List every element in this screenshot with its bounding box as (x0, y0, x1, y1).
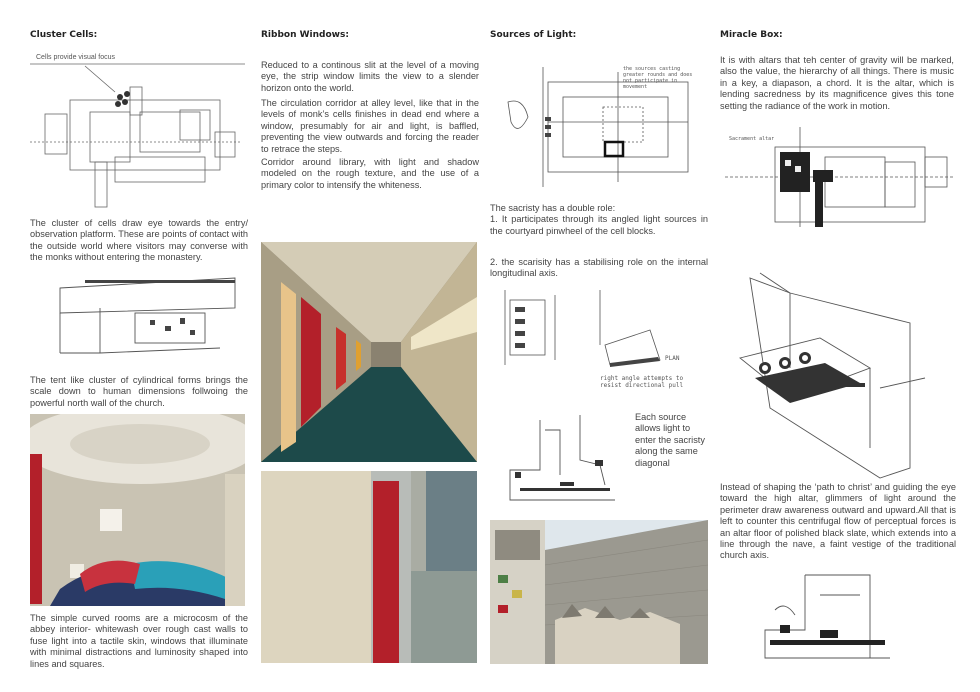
cluster-text-1: The cluster of cells draw eye towards the entry/ observation platform. These are points of contact with the outside world where visitors may converse with the monks without entering the monastery. (30, 218, 248, 263)
column-miracle-box (715, 0, 980, 692)
cluster-plan-drawing (30, 52, 245, 212)
ribbon-corridor-image (261, 242, 477, 462)
ribbon-text-1: Reduced to a continous slit at the level of a moving eye, the strip window limits the view to a slender horizon onto the world. (261, 60, 479, 93)
miracle-axon-drawing (730, 268, 930, 480)
heading-sources-of-light: Sources of Light: (490, 30, 577, 40)
heading-cluster-cells: Cluster Cells: (30, 30, 98, 40)
light-text-3: Each source allows light to enter the sacristy along the same diagonal (635, 412, 705, 468)
light-section-sketch (500, 285, 700, 395)
cluster-plan-sketch (30, 52, 245, 212)
light-sacristy-image (490, 520, 708, 664)
miracle-text-2: Instead of shaping the ‘path to christ’ and guiding the eye toward the high altar, glimmers of light around the perimeter draw awareness outward and upward.All that is left to counter this centrifugal flow of perceptual forces is an altar floor of polished black slate, which extends into a line through the nave, a faint vestige of the traditional church axis. (720, 482, 956, 561)
miracle-section-drawing (760, 570, 895, 662)
light-text-2: 2. the scarisity has a stabilising role on the internal longitudinal axis. (490, 257, 708, 279)
heading-miracle-box: Miracle Box: (720, 30, 783, 40)
light-sketch-note: the sources casting greater rounds and does not participate in movement (623, 66, 693, 90)
ribbon-library-photo (261, 471, 477, 663)
cluster-room-image (30, 414, 245, 606)
miracle-altar-label: Sacrament altar (729, 136, 775, 142)
ribbon-text-3: Corridor around library, with light and shadow modeled on the rough texture, and the use of a primary color to intensify the whiteness. (261, 157, 479, 190)
light-plan-label: PLAN (665, 355, 680, 362)
cluster-text-3: The simple curved rooms are a microcosm of the abbey interior- whitewash over rough cast walls to fuse light into a tactile skin, windows that illuminate with minimal distractions and luminosity shaped into lines and squares. (30, 613, 248, 669)
miracle-axon-sketch (730, 268, 930, 480)
heading-ribbon-windows: Ribbon Windows: (261, 30, 349, 40)
column-ribbon-windows (255, 0, 485, 692)
ribbon-library-image (261, 471, 477, 663)
ribbon-text-2: The circulation corridor at alley level, like that in the levels of monk’s cells finishes in dead end where a window, presumably for air and light, is baffled, preventing the view outwards and forcing the reader to retrace the steps. (261, 98, 479, 154)
cluster-room-photo (30, 414, 245, 606)
miracle-plan-sketch (725, 122, 955, 234)
cluster-sketch-label: Cells provide visual focus (36, 54, 115, 61)
cluster-axon-sketch (40, 268, 240, 363)
miracle-text-1: It is with altars that teh center of gravity will be marked, also the value, the hierarchy of all things. There is music in a key, a diapason, a chord. It is the altar, which is lending sacredness by its magnificence gives this tone setting the radiance of the work in motion. (720, 55, 954, 111)
light-plan-sketch (503, 62, 703, 192)
column-sources-of-light (485, 0, 715, 692)
light-detail-drawing (500, 410, 625, 505)
light-sacristy-photo (490, 520, 708, 664)
cluster-axon-drawing (40, 268, 240, 363)
cluster-text-2: The tent like cluster of cylindrical forms brings the scale down to human dimensions follwoing the powerful north wall of the church. (30, 375, 248, 408)
light-detail-sketch (500, 410, 625, 505)
light-text-1: The sacristy has a double role: 1. It participates through its angled light sources in the courtyard pinwheel of the cell blocks. (490, 203, 708, 236)
column-cluster-cells (0, 0, 250, 692)
ribbon-corridor-photo (261, 242, 477, 462)
miracle-section-sketch (760, 570, 895, 662)
light-angle-note: right angle attempts to resist directional pull (600, 375, 684, 389)
